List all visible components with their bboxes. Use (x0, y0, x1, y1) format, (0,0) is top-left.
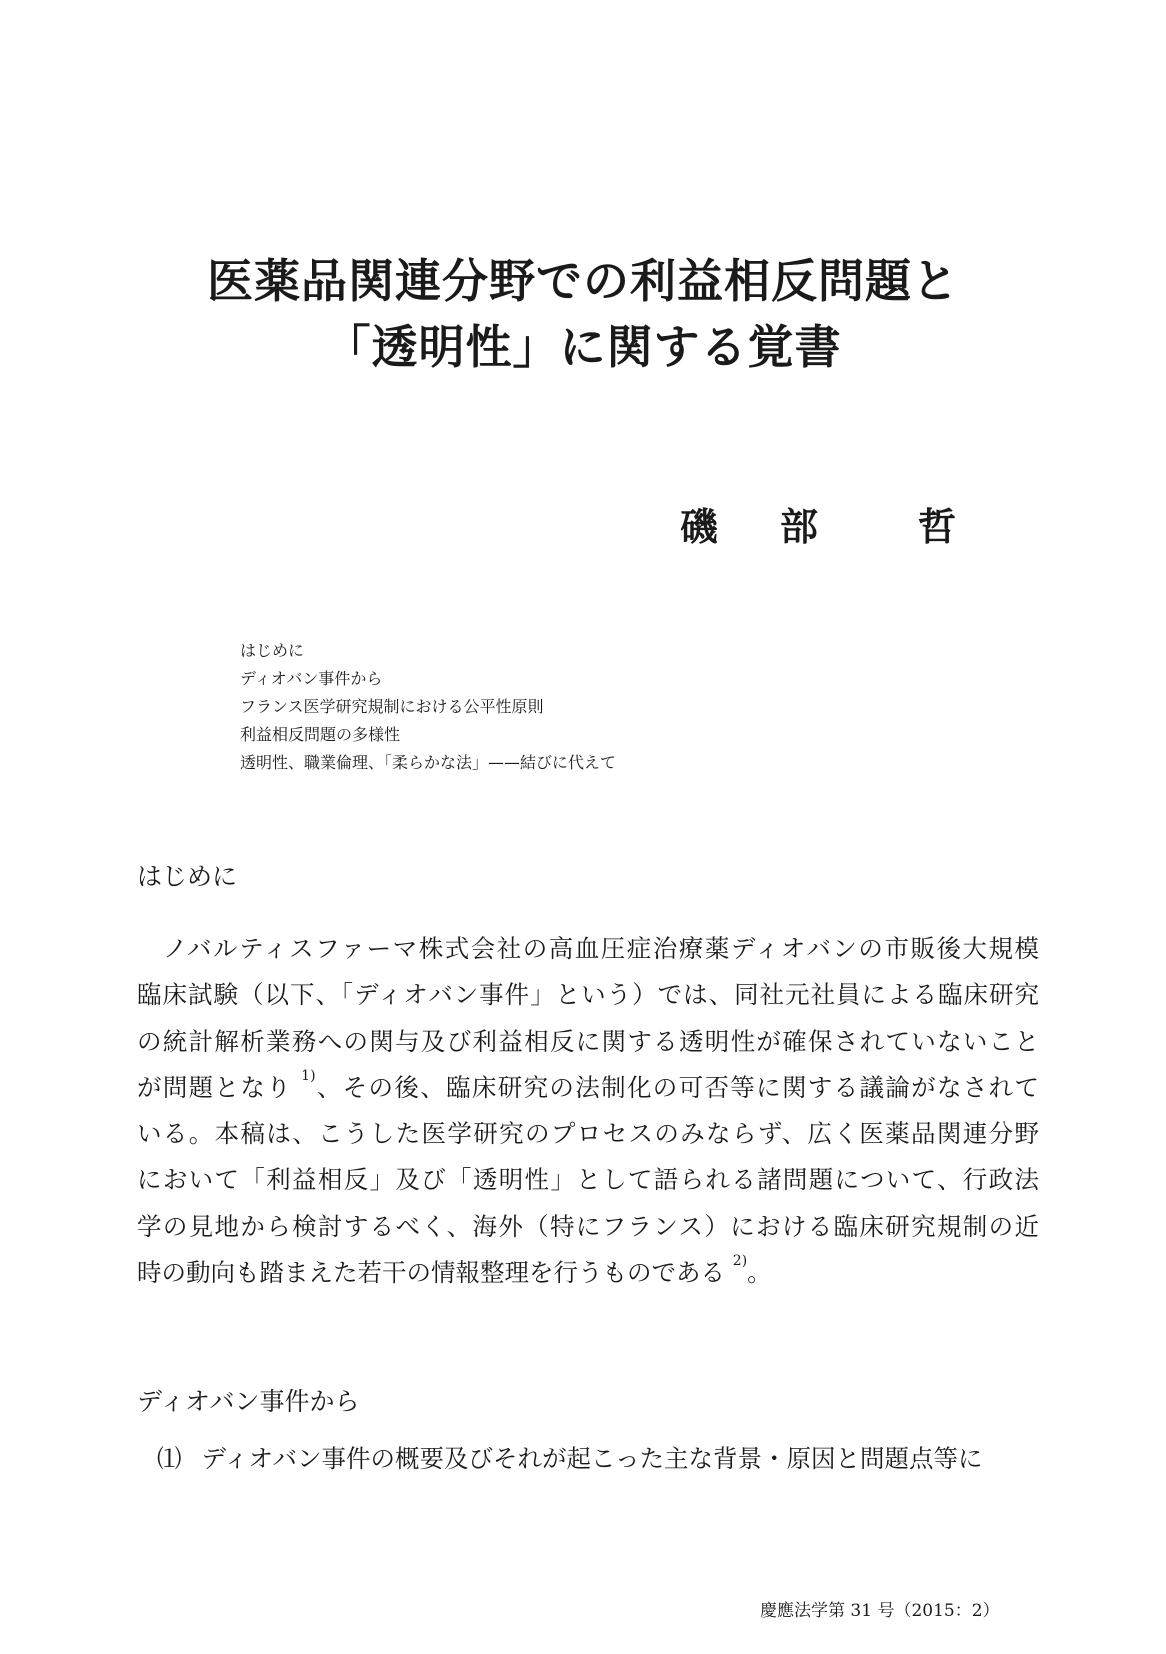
author-name (680, 496, 957, 549)
subsection-number: ⑴ (157, 1444, 182, 1473)
toc-item: フランス医学研究規制における公平性原則 (240, 697, 544, 716)
paragraph-line: ノバルティスファーマ株式会社の高血圧症治療薬ディオバンの市販後大規模 (163, 934, 1039, 963)
title-line-2: 「透明性」に関する覚書 (324, 320, 842, 374)
article-title (0, 248, 1166, 380)
footnote-ref-2[interactable]: 2) (732, 1253, 748, 1270)
paragraph-line (137, 1250, 1039, 1296)
author-char-3: 哲 (918, 504, 957, 549)
toc-item: 利益相反問題の多様性 (240, 725, 401, 744)
subsection-text: ディオバン事件の概要及びそれが起こった主な背景・原因と問題点等に (201, 1444, 983, 1473)
paragraph-line (137, 1065, 1039, 1111)
table-of-contents (240, 637, 616, 777)
intro-paragraph (137, 926, 1039, 1296)
footnote-ref-1[interactable]: 1) (301, 1067, 316, 1084)
paragraph-line: において「利益相反」及び「透明性」として語られる諸問題について、行政法 (137, 1165, 1039, 1195)
paragraph-line-part: が問題となり (137, 1072, 293, 1102)
paragraph-line: 臨床試験（以下、「ディオバン事件」という）では、同社元社員による臨床研究 (137, 980, 1039, 1010)
paragraph-line-part: 、その後、臨床研究の法制化の可否等に関する議論がなされて (315, 1072, 1040, 1102)
journal-footer: 慶應法学第 31 号（2015：2） (760, 1601, 1000, 1621)
toc-item: 透明性、職業倫理、「柔らかな法」——結びに代えて (240, 753, 617, 772)
toc-item: はじめに (240, 641, 305, 660)
author-char-1: 磯 (680, 504, 719, 549)
section-heading-introduction: はじめに (137, 862, 238, 891)
section-heading-diovan: ディオバン事件から (137, 1387, 360, 1416)
toc-item: ディオバン事件から (240, 669, 383, 688)
paragraph-line: の統計解析業務への関与及び利益相反に関する透明性が確保されていないこと (137, 1026, 1039, 1056)
paragraph-line: いる。本稿は、こうした医学研究のプロセスのみならず、広く医薬品関連分野 (137, 1119, 1039, 1149)
title-line-1: 医薬品関連分野での利益相反問題と (207, 254, 959, 308)
paragraph-line: 学の見地から検討するべく、海外（特にフランス）における臨床研究規制の近 (137, 1211, 1039, 1241)
paragraph-line-part: 。 (747, 1258, 772, 1288)
subsection-heading (157, 1442, 983, 1476)
author-char-2: 部 (780, 504, 819, 549)
paragraph-line-part: 時の動向も踏まえた若干の情報整理を行うものである (137, 1258, 725, 1288)
